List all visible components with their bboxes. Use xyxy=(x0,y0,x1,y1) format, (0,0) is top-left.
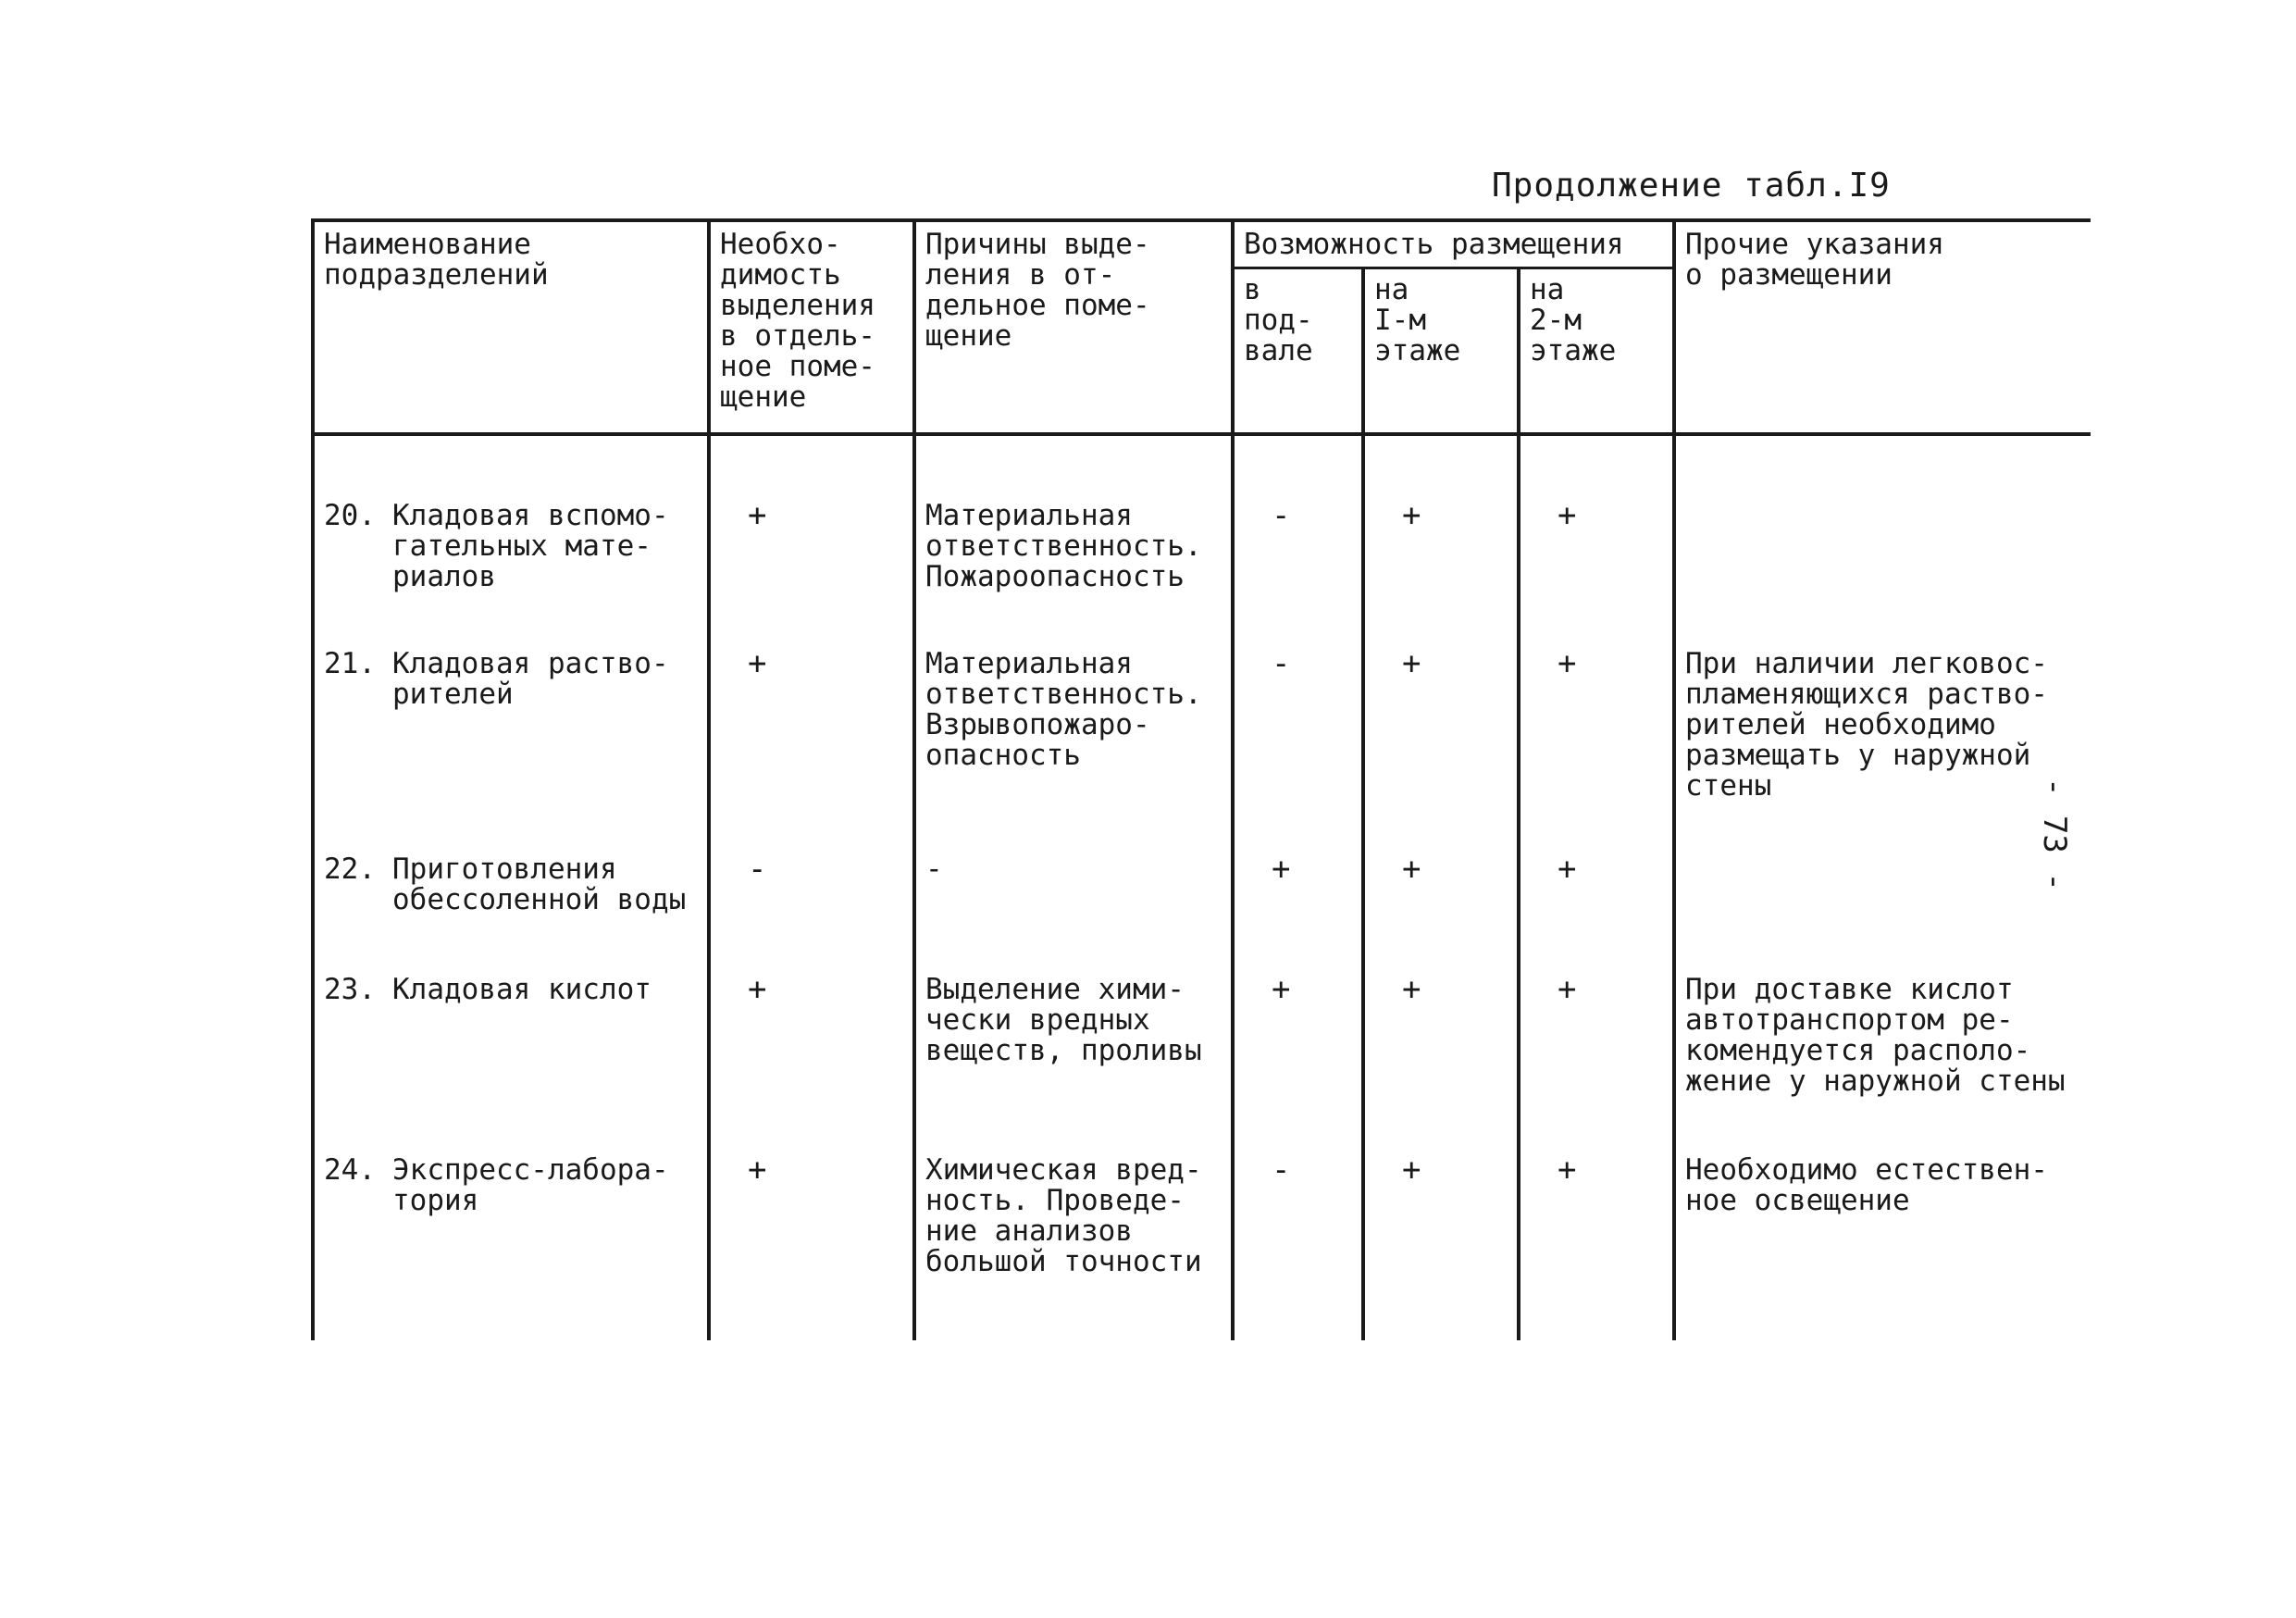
table-row xyxy=(313,1155,2091,1340)
cell-need: + xyxy=(709,434,914,649)
cell-floor-2: + xyxy=(1519,649,1674,854)
header-separation-reason: Причины выде- ления в от- дельное поме- щение xyxy=(914,220,1233,434)
page-number: - 73 - xyxy=(2036,778,2073,891)
cell-floor-2: + xyxy=(1519,434,1674,649)
cell-floor-1: + xyxy=(1363,434,1519,649)
cell-basement: - xyxy=(1233,649,1363,854)
cell-floor-2: + xyxy=(1519,854,1674,975)
row-name: Экспресс-лабора- тория xyxy=(392,1153,669,1217)
table-caption: Продолжение табл.I9 xyxy=(1492,167,1891,205)
cell-basement: + xyxy=(1233,975,1363,1155)
cell-reason: - xyxy=(914,854,1233,975)
table-row xyxy=(313,975,2091,1155)
cell-need: + xyxy=(709,1155,914,1340)
row-name: Кладовая раство- рителей xyxy=(392,647,669,711)
cell-need: + xyxy=(709,975,914,1155)
cell-basement: - xyxy=(1233,434,1363,649)
cell-name xyxy=(313,1155,709,1340)
cell-notes xyxy=(1674,434,2091,649)
placement-table xyxy=(311,218,2091,1340)
cell-reason: Материальная ответственность. Взрывопожаро- опасность xyxy=(914,649,1233,854)
row-number: 20. xyxy=(324,499,376,532)
cell-basement: + xyxy=(1233,854,1363,975)
cell-notes: При доставке кислот автотранспортом ре- комендуется располо- жение у наружной стены xyxy=(1674,975,2091,1155)
header-basement: в под- вале xyxy=(1233,268,1363,435)
cell-name xyxy=(313,649,709,854)
cell-notes xyxy=(1674,854,2091,975)
cell-floor-1: + xyxy=(1363,975,1519,1155)
cell-floor-2: + xyxy=(1519,975,1674,1155)
cell-floor-1: + xyxy=(1363,854,1519,975)
row-number: 24. xyxy=(324,1153,376,1187)
cell-notes: При наличии легковос- пламеняющихся раство- рителей необходимо размещать у наружной стены xyxy=(1674,649,2091,854)
table-row xyxy=(313,434,2091,649)
row-number: 23. xyxy=(324,973,376,1006)
row-name: Приготовления обессоленной воды xyxy=(392,853,687,916)
header-floor-2: на 2-м этаже xyxy=(1519,268,1674,435)
cell-name xyxy=(313,975,709,1155)
cell-reason: Материальная ответственность. Пожароопасность xyxy=(914,434,1233,649)
cell-reason: Химическая вред- ность. Проведе- ние анализов большой точности xyxy=(914,1155,1233,1340)
cell-need: + xyxy=(709,649,914,854)
cell-name xyxy=(313,854,709,975)
row-number: 21. xyxy=(324,647,376,680)
cell-name xyxy=(313,434,709,649)
cell-reason: Выделение хими- чески вредных веществ, проливы xyxy=(914,975,1233,1155)
table-row xyxy=(313,854,2091,975)
cell-basement: - xyxy=(1233,1155,1363,1340)
cell-floor-1: + xyxy=(1363,1155,1519,1340)
table-row xyxy=(313,649,2091,854)
header-floor-1: на I-м этаже xyxy=(1363,268,1519,435)
header-placement-group: Возможность размещения xyxy=(1233,220,1674,268)
cell-notes: Необходимо естествен- ное освещение xyxy=(1674,1155,2091,1340)
header-separation-need: Необхо- димость выделения в отдель- ное поме- щение xyxy=(709,220,914,434)
cell-need: - xyxy=(709,854,914,975)
cell-floor-2: + xyxy=(1519,1155,1674,1340)
header-subdivision-name: Наименование подразделений xyxy=(313,220,709,434)
cell-floor-1: + xyxy=(1363,649,1519,854)
row-number: 22. xyxy=(324,853,376,886)
header-other-notes: Прочие указания о размещении xyxy=(1674,220,2091,434)
row-name: Кладовая кислот xyxy=(392,973,652,1006)
row-name: Кладовая вспомо- гательных мате- риалов xyxy=(392,499,669,593)
